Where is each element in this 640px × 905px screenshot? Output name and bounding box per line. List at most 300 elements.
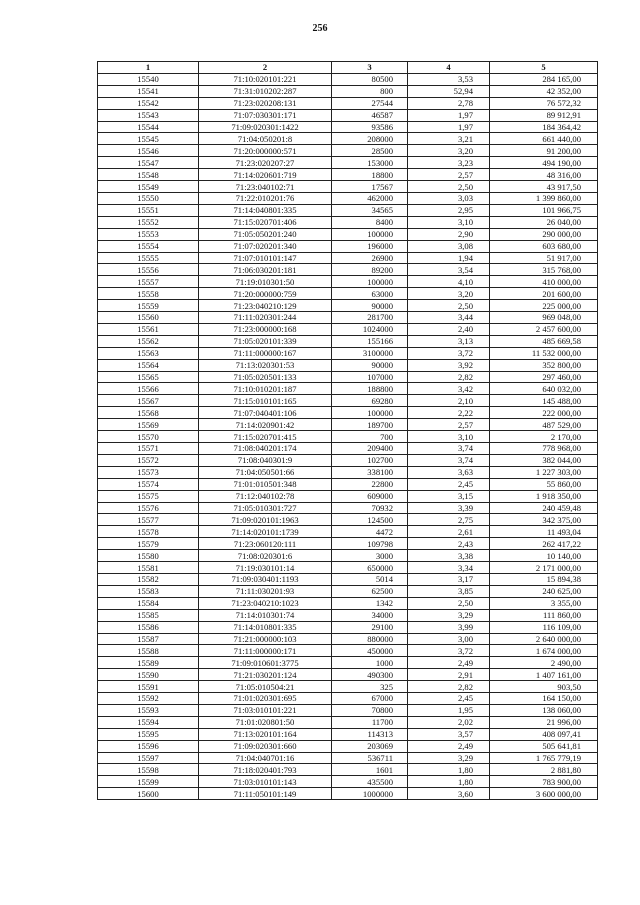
table-row [98,300,598,312]
cadastral-number-cell: 71:11:030201:93 [199,585,332,597]
cadastral-number-cell: 71:20:000000:571 [199,145,332,157]
rate-cell: 3,38 [408,550,490,562]
rate-cell: 2,57 [408,419,490,431]
area-cell: 89200 [332,264,408,276]
rate-cell: 3,29 [408,752,490,764]
row-number-cell: 15586 [98,621,199,633]
rate-cell: 1,80 [408,776,490,788]
land-register-table [97,61,598,800]
row-number-cell: 15570 [98,431,199,443]
area-cell: 109798 [332,538,408,550]
area-cell: 650000 [332,562,408,574]
cadastral-number-cell: 71:05:020101:339 [199,335,332,347]
rate-cell: 3,57 [408,728,490,740]
area-cell: 100000 [332,228,408,240]
value-cell: 51 917,00 [490,252,598,264]
area-cell: 203069 [332,740,408,752]
table-row [98,395,598,407]
value-cell: 297 460,00 [490,371,598,383]
value-cell: 410 000,00 [490,276,598,288]
column-header: 5 [490,62,598,74]
value-cell: 778 968,00 [490,443,598,455]
table-row [98,73,598,85]
rate-cell: 3,20 [408,288,490,300]
rate-cell: 3,21 [408,133,490,145]
cadastral-number-cell: 71:04:050201:8 [199,133,332,145]
table-row [98,169,598,181]
area-cell: 490300 [332,669,408,681]
area-cell: 107000 [332,371,408,383]
area-cell: 800 [332,85,408,97]
value-cell: 382 044,00 [490,454,598,466]
table-row [98,419,598,431]
table-row [98,764,598,776]
row-number-cell: 15561 [98,323,199,335]
table-row [98,704,598,716]
cadastral-number-cell: 71:14:010801:335 [199,621,332,633]
row-number-cell: 15583 [98,585,199,597]
row-number-cell: 15588 [98,645,199,657]
area-cell: 22800 [332,478,408,490]
table-row [98,454,598,466]
column-header: 2 [199,62,332,74]
area-cell: 102700 [332,454,408,466]
cadastral-number-cell: 71:23:040102:71 [199,181,332,193]
value-cell: 1 918 350,00 [490,490,598,502]
row-number-cell: 15552 [98,216,199,228]
value-cell: 661 440,00 [490,133,598,145]
area-cell: 8400 [332,216,408,228]
value-cell: 2 490,00 [490,657,598,669]
row-number-cell: 15575 [98,490,199,502]
area-cell: 62500 [332,585,408,597]
value-cell: 89 912,91 [490,109,598,121]
area-cell: 196000 [332,240,408,252]
row-number-cell: 15581 [98,562,199,574]
cadastral-number-cell: 71:04:050501:66 [199,466,332,478]
cadastral-number-cell: 71:12:040102:78 [199,490,332,502]
value-cell: 91 200,00 [490,145,598,157]
cadastral-number-cell: 71:18:020401:793 [199,764,332,776]
rate-cell: 2,57 [408,169,490,181]
row-number-cell: 15549 [98,181,199,193]
row-number-cell: 15553 [98,228,199,240]
rate-cell: 3,13 [408,335,490,347]
row-number-cell: 15557 [98,276,199,288]
table-row [98,204,598,216]
table-row [98,633,598,645]
rate-cell: 3,29 [408,609,490,621]
value-cell: 603 680,00 [490,240,598,252]
cadastral-number-cell: 71:11:050101:149 [199,788,332,800]
cadastral-number-cell: 71:07:010101:147 [199,252,332,264]
row-number-cell: 15585 [98,609,199,621]
cadastral-number-cell: 71:10:020101:221 [199,73,332,85]
cadastral-number-cell: 71:21:000000:103 [199,633,332,645]
row-number-cell: 15564 [98,359,199,371]
row-number-cell: 15541 [98,85,199,97]
column-header: 1 [98,62,199,74]
area-cell: 93586 [332,121,408,133]
table-row [98,133,598,145]
value-cell: 55 860,00 [490,478,598,490]
area-cell: 5014 [332,573,408,585]
cadastral-number-cell: 71:14:020901:42 [199,419,332,431]
row-number-cell: 15592 [98,693,199,705]
value-cell: 225 000,00 [490,300,598,312]
rate-cell: 3,17 [408,573,490,585]
rate-cell: 3,10 [408,216,490,228]
value-cell: 111 860,00 [490,609,598,621]
table-row [98,276,598,288]
table-row [98,776,598,788]
value-cell: 2 457 600,00 [490,323,598,335]
cadastral-number-cell: 71:23:000000:168 [199,323,332,335]
cadastral-number-cell: 71:03:010101:143 [199,776,332,788]
cadastral-number-cell: 71:05:010301:727 [199,502,332,514]
rate-cell: 3,63 [408,466,490,478]
cadastral-number-cell: 71:08:040301:9 [199,454,332,466]
area-cell: 100000 [332,276,408,288]
rate-cell: 2,95 [408,204,490,216]
row-number-cell: 15573 [98,466,199,478]
rate-cell: 2,50 [408,300,490,312]
cadastral-number-cell: 71:08:040201:174 [199,443,332,455]
value-cell: 184 364,42 [490,121,598,133]
rate-cell: 3,60 [408,788,490,800]
cadastral-number-cell: 71:05:050201:240 [199,228,332,240]
rate-cell: 3,53 [408,73,490,85]
cadastral-number-cell: 71:23:020207:27 [199,157,332,169]
cadastral-number-cell: 71:13:020101:164 [199,728,332,740]
value-cell: 2 170,00 [490,431,598,443]
row-number-cell: 15580 [98,550,199,562]
area-cell: 100000 [332,407,408,419]
rate-cell: 3,72 [408,645,490,657]
area-cell: 80500 [332,73,408,85]
row-number-cell: 15562 [98,335,199,347]
value-cell: 485 669,58 [490,335,598,347]
area-cell: 18800 [332,169,408,181]
table-row [98,323,598,335]
row-number-cell: 15582 [98,573,199,585]
cadastral-number-cell: 71:09:020301:660 [199,740,332,752]
rate-cell: 3,72 [408,347,490,359]
table-row [98,347,598,359]
cadastral-number-cell: 71:01:010501:348 [199,478,332,490]
row-number-cell: 15589 [98,657,199,669]
cadastral-number-cell: 71:07:030301:171 [199,109,332,121]
table-row [98,192,598,204]
table-row [98,466,598,478]
table-row [98,407,598,419]
rate-cell: 3,34 [408,562,490,574]
value-cell: 48 316,00 [490,169,598,181]
rate-cell: 2,49 [408,740,490,752]
row-number-cell: 15572 [98,454,199,466]
value-cell: 201 600,00 [490,288,598,300]
area-cell: 209400 [332,443,408,455]
table-row [98,228,598,240]
column-header-row [98,62,598,74]
area-cell: 609000 [332,490,408,502]
cadastral-number-cell: 71:05:010504:21 [199,681,332,693]
row-number-cell: 15567 [98,395,199,407]
table-body [98,73,598,799]
area-cell: 3100000 [332,347,408,359]
area-cell: 536711 [332,752,408,764]
rate-cell: 2,45 [408,478,490,490]
table-row [98,85,598,97]
rate-cell: 3,99 [408,621,490,633]
area-cell: 435500 [332,776,408,788]
table-row [98,669,598,681]
cadastral-number-cell: 71:23:060120:111 [199,538,332,550]
table-row [98,371,598,383]
area-cell: 189700 [332,419,408,431]
rate-cell: 2,10 [408,395,490,407]
table-row [98,383,598,395]
rate-cell: 3,08 [408,240,490,252]
area-cell: 124500 [332,514,408,526]
value-cell: 138 060,00 [490,704,598,716]
row-number-cell: 15594 [98,716,199,728]
value-cell: 43 917,50 [490,181,598,193]
value-cell: 42 352,00 [490,85,598,97]
value-cell: 222 000,00 [490,407,598,419]
table-row [98,645,598,657]
table-row [98,585,598,597]
rate-cell: 1,80 [408,764,490,776]
table-row [98,335,598,347]
value-cell: 164 150,00 [490,693,598,705]
row-number-cell: 15555 [98,252,199,264]
value-cell: 11 532 000,00 [490,347,598,359]
table-row [98,752,598,764]
cadastral-number-cell: 71:14:020601:719 [199,169,332,181]
table-row [98,573,598,585]
value-cell: 11 493,04 [490,526,598,538]
rate-cell: 3,74 [408,454,490,466]
row-number-cell: 15596 [98,740,199,752]
cadastral-number-cell: 71:19:030101:14 [199,562,332,574]
value-cell: 408 097,41 [490,728,598,740]
row-number-cell: 15599 [98,776,199,788]
value-cell: 145 488,00 [490,395,598,407]
rate-cell: 2,50 [408,597,490,609]
cadastral-number-cell: 71:09:030401:1193 [199,573,332,585]
value-cell: 2 171 000,00 [490,562,598,574]
row-number-cell: 15560 [98,312,199,324]
area-cell: 1000 [332,657,408,669]
rate-cell: 2,75 [408,514,490,526]
area-cell: 34565 [332,204,408,216]
row-number-cell: 15598 [98,764,199,776]
row-number-cell: 15574 [98,478,199,490]
row-number-cell: 15595 [98,728,199,740]
table-row [98,538,598,550]
rate-cell: 3,92 [408,359,490,371]
area-cell: 1024000 [332,323,408,335]
column-header: 3 [332,62,408,74]
table-row [98,514,598,526]
area-cell: 63000 [332,288,408,300]
rate-cell: 2,50 [408,181,490,193]
table-row [98,621,598,633]
row-number-cell: 15542 [98,97,199,109]
row-number-cell: 15559 [98,300,199,312]
rate-cell: 3,54 [408,264,490,276]
rate-cell: 2,45 [408,693,490,705]
rate-cell: 2,90 [408,228,490,240]
area-cell: 11700 [332,716,408,728]
rate-cell: 3,44 [408,312,490,324]
area-cell: 29100 [332,621,408,633]
row-number-cell: 15571 [98,443,199,455]
value-cell: 783 900,00 [490,776,598,788]
row-number-cell: 15597 [98,752,199,764]
rate-cell: 2,49 [408,657,490,669]
area-cell: 3000 [332,550,408,562]
area-cell: 26900 [332,252,408,264]
row-number-cell: 15544 [98,121,199,133]
rate-cell: 3,03 [408,192,490,204]
row-number-cell: 15558 [98,288,199,300]
cadastral-number-cell: 71:08:020301:6 [199,550,332,562]
cadastral-number-cell: 71:21:030201:124 [199,669,332,681]
cadastral-number-cell: 71:23:020208:131 [199,97,332,109]
area-cell: 67000 [332,693,408,705]
value-cell: 21 996,00 [490,716,598,728]
rate-cell: 3,39 [408,502,490,514]
cadastral-number-cell: 71:11:000000:167 [199,347,332,359]
table-row [98,359,598,371]
table-row [98,121,598,133]
area-cell: 1000000 [332,788,408,800]
cadastral-number-cell: 71:14:020101:1739 [199,526,332,538]
cadastral-number-cell: 71:01:020801:50 [199,716,332,728]
table-row [98,240,598,252]
rate-cell: 2,22 [408,407,490,419]
cadastral-number-cell: 71:23:040210:1023 [199,597,332,609]
table-row [98,490,598,502]
value-cell: 494 190,00 [490,157,598,169]
value-cell: 3 600 000,00 [490,788,598,800]
rate-cell: 2,91 [408,669,490,681]
area-cell: 325 [332,681,408,693]
area-cell: 4472 [332,526,408,538]
cadastral-number-cell: 71:14:040801:335 [199,204,332,216]
area-cell: 17567 [332,181,408,193]
table-row [98,312,598,324]
area-cell: 1342 [332,597,408,609]
cadastral-number-cell: 71:03:010101:221 [199,704,332,716]
area-cell: 90000 [332,359,408,371]
table-row [98,609,598,621]
value-cell: 2 881,80 [490,764,598,776]
row-number-cell: 15540 [98,73,199,85]
row-number-cell: 15579 [98,538,199,550]
row-number-cell: 15593 [98,704,199,716]
area-cell: 27544 [332,97,408,109]
area-cell: 70800 [332,704,408,716]
row-number-cell: 15551 [98,204,199,216]
row-number-cell: 15591 [98,681,199,693]
row-number-cell: 15550 [98,192,199,204]
cadastral-number-cell: 71:15:020701:415 [199,431,332,443]
row-number-cell: 15568 [98,407,199,419]
area-cell: 90000 [332,300,408,312]
rate-cell: 4,10 [408,276,490,288]
rate-cell: 3,23 [408,157,490,169]
rate-cell: 2,82 [408,371,490,383]
rate-cell: 1,97 [408,121,490,133]
row-number-cell: 15554 [98,240,199,252]
table-row [98,693,598,705]
cadastral-number-cell: 71:05:020501:133 [199,371,332,383]
row-number-cell: 15566 [98,383,199,395]
cadastral-number-cell: 71:15:010101:165 [199,395,332,407]
row-number-cell: 15576 [98,502,199,514]
value-cell: 640 032,00 [490,383,598,395]
cadastral-number-cell: 71:11:020301:244 [199,312,332,324]
area-cell: 34000 [332,609,408,621]
table-row [98,109,598,121]
rate-cell: 1,94 [408,252,490,264]
table-row [98,181,598,193]
cadastral-number-cell: 71:14:010301:74 [199,609,332,621]
area-cell: 700 [332,431,408,443]
area-cell: 153000 [332,157,408,169]
row-number-cell: 15584 [98,597,199,609]
row-number-cell: 15590 [98,669,199,681]
rate-cell: 3,10 [408,431,490,443]
rate-cell: 1,97 [408,109,490,121]
value-cell: 315 768,00 [490,264,598,276]
area-cell: 208000 [332,133,408,145]
table-row [98,657,598,669]
value-cell: 903,50 [490,681,598,693]
table-row [98,443,598,455]
value-cell: 2 640 000,00 [490,633,598,645]
row-number-cell: 15600 [98,788,199,800]
value-cell: 505 641,81 [490,740,598,752]
cadastral-number-cell: 71:19:010301:50 [199,276,332,288]
area-cell: 450000 [332,645,408,657]
rate-cell: 2,61 [408,526,490,538]
area-cell: 46587 [332,109,408,121]
table-row [98,716,598,728]
rate-cell: 52,94 [408,85,490,97]
rate-cell: 3,74 [408,443,490,455]
row-number-cell: 15569 [98,419,199,431]
table-row [98,728,598,740]
area-cell: 188800 [332,383,408,395]
value-cell: 290 000,00 [490,228,598,240]
area-cell: 69280 [332,395,408,407]
area-cell: 880000 [332,633,408,645]
row-number-cell: 15587 [98,633,199,645]
value-cell: 15 894,38 [490,573,598,585]
table-row [98,145,598,157]
column-header: 4 [408,62,490,74]
cadastral-number-cell: 71:06:030201:181 [199,264,332,276]
value-cell: 116 109,00 [490,621,598,633]
row-number-cell: 15543 [98,109,199,121]
area-cell: 155166 [332,335,408,347]
table-row [98,252,598,264]
value-cell: 76 572,32 [490,97,598,109]
